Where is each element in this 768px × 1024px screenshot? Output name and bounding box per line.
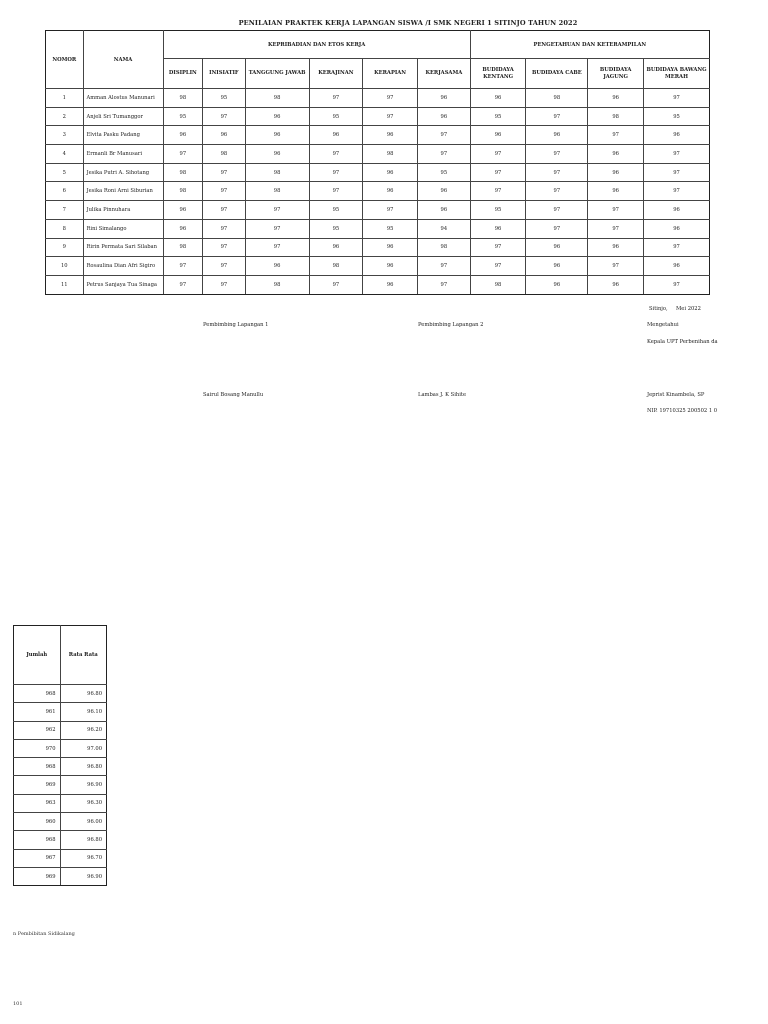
row-number-cell: 7 (46, 201, 84, 220)
table-row (46, 145, 710, 164)
row-number-cell: 11 (46, 275, 84, 294)
score-cell: 95 (309, 201, 363, 220)
score-cell: 96 (588, 182, 644, 201)
score-cell: 98 (203, 145, 246, 164)
score-cell: 96 (245, 107, 309, 126)
header-group-kepribadian: KEPRIBADIAN DAN ETOS KERJA (163, 31, 470, 59)
score-cell: 96 (203, 126, 246, 145)
summary-row (14, 776, 107, 794)
summary-row (14, 831, 107, 849)
score-cell: 96 (588, 163, 644, 182)
rata-rata-cell: 96.00 (60, 813, 106, 831)
score-cell: 96 (526, 126, 588, 145)
score-cell: 97 (470, 257, 526, 276)
rata-rata-cell: 96.80 (60, 831, 106, 849)
place-label: Sitinjo, (649, 306, 668, 312)
score-cell: 96 (588, 89, 644, 108)
score-cell: 97 (417, 126, 470, 145)
score-cell: 95 (417, 163, 470, 182)
student-name-cell: Petrus Sanjaya Tua Sinaga (83, 275, 163, 294)
student-name-cell: Anjeli Sri Tumanggor (83, 107, 163, 126)
table-row (46, 182, 710, 201)
score-cell: 97 (203, 201, 246, 220)
jumlah-cell: 963 (14, 794, 61, 812)
jumlah-cell: 970 (14, 739, 61, 757)
score-cell: 97 (644, 145, 710, 164)
header-nama: NAMA (83, 31, 163, 89)
score-cell: 96 (163, 219, 203, 238)
rata-rata-cell: 96.80 (60, 685, 106, 703)
score-cell: 97 (309, 89, 363, 108)
score-cell: 97 (470, 163, 526, 182)
footer-continuation-text: n Pembibitan Sidikalang (13, 931, 75, 937)
header-col: KERAPIAN (363, 59, 418, 89)
score-cell: 97 (309, 145, 363, 164)
score-cell: 98 (163, 238, 203, 257)
score-cell: 98 (309, 257, 363, 276)
score-cell: 97 (588, 126, 644, 145)
table-row (46, 126, 710, 145)
row-number-cell: 8 (46, 219, 84, 238)
header-group-pengetahuan: PENGETAHUAN DAN KETERAMPILAN (470, 31, 709, 59)
header-col: KERAJINAN (309, 59, 363, 89)
score-cell: 97 (470, 182, 526, 201)
score-cell: 96 (526, 275, 588, 294)
score-cell: 95 (470, 107, 526, 126)
score-cell: 97 (417, 275, 470, 294)
score-cell: 97 (203, 275, 246, 294)
score-cell: 97 (203, 107, 246, 126)
header-nomor: NOMOR (46, 31, 84, 89)
score-cell: 98 (163, 163, 203, 182)
score-cell: 96 (644, 126, 710, 145)
score-cell: 96 (363, 182, 418, 201)
student-name-cell: Rini Simalango (83, 219, 163, 238)
rata-rata-cell: 96.80 (60, 758, 106, 776)
jumlah-cell: 962 (14, 721, 61, 739)
score-cell: 97 (588, 257, 644, 276)
score-cell: 96 (470, 126, 526, 145)
rata-rata-cell: 96.30 (60, 794, 106, 812)
score-cell: 96 (644, 257, 710, 276)
summary-row (14, 813, 107, 831)
score-cell: 96 (417, 107, 470, 126)
table-row (46, 238, 710, 257)
score-cell: 97 (644, 238, 710, 257)
date-label: Mei 2022 (676, 306, 701, 312)
student-name-cell: Rosaulina Dian Afri Sigiro (83, 257, 163, 276)
summary-row (14, 867, 107, 885)
score-cell: 96 (309, 238, 363, 257)
score-cell: 98 (588, 107, 644, 126)
score-cell: 96 (644, 201, 710, 220)
score-cell: 96 (163, 201, 203, 220)
summary-row (14, 849, 107, 867)
score-cell: 97 (470, 145, 526, 164)
score-cell: 96 (417, 201, 470, 220)
score-cell: 97 (526, 219, 588, 238)
score-cell: 96 (245, 257, 309, 276)
student-name-cell: Elvita Pasku Padang (83, 126, 163, 145)
score-cell: 97 (644, 275, 710, 294)
score-cell: 97 (245, 238, 309, 257)
score-cell: 98 (363, 145, 418, 164)
score-cell: 96 (309, 126, 363, 145)
score-cell: 95 (309, 107, 363, 126)
score-cell: 95 (203, 89, 246, 108)
score-cell: 96 (245, 145, 309, 164)
header-col: BUDIDAYA CABE (526, 59, 588, 89)
score-cell: 95 (309, 219, 363, 238)
score-cell: 96 (526, 257, 588, 276)
score-cell: 96 (588, 238, 644, 257)
score-cell: 97 (644, 163, 710, 182)
table-row (46, 219, 710, 238)
kepala-nip: NIP. 19710325 200502 1 0 (647, 408, 718, 414)
header-col: TANGGUNG JAWAB (245, 59, 309, 89)
score-cell: 97 (526, 107, 588, 126)
score-cell: 94 (417, 219, 470, 238)
score-cell: 97 (526, 182, 588, 201)
score-cell: 96 (588, 145, 644, 164)
header-col: DISIPLIN (163, 59, 203, 89)
row-number-cell: 1 (46, 89, 84, 108)
rata-rata-cell: 96.70 (60, 849, 106, 867)
student-name-cell: Julika Pinnuhara (83, 201, 163, 220)
score-cell: 97 (526, 163, 588, 182)
score-cell: 98 (417, 238, 470, 257)
row-number-cell: 10 (46, 257, 84, 276)
table-row (46, 89, 710, 108)
score-cell: 97 (470, 238, 526, 257)
kepala-name: Jeprist Kinambela, SP (647, 392, 705, 398)
score-cell: 96 (363, 275, 418, 294)
row-number-cell: 2 (46, 107, 84, 126)
pembimbing-1-name: Sairul Bosang Manullu (203, 392, 264, 398)
score-cell: 96 (163, 126, 203, 145)
rata-rata-cell: 96.10 (60, 703, 106, 721)
header-col: INISIATIF (203, 59, 246, 89)
score-cell: 98 (163, 89, 203, 108)
student-name-cell: Jesika Putri A. Sihotang (83, 163, 163, 182)
score-cell: 96 (470, 89, 526, 108)
pembimbing-2-name: Lambas J. K Sihite (418, 392, 467, 398)
score-cell: 97 (644, 89, 710, 108)
pembimbing-2-title: Pembimbing Lapangan 2 (418, 322, 484, 328)
header-jumlah: Jumlah (14, 626, 61, 685)
summary-row (14, 739, 107, 757)
score-cell: 97 (644, 182, 710, 201)
score-cell: 96 (363, 163, 418, 182)
rata-rata-cell: 96.20 (60, 721, 106, 739)
table-row (46, 275, 710, 294)
score-cell: 98 (163, 182, 203, 201)
kepala-title: Kepala UPT Perbenihan da (647, 339, 718, 345)
score-cell: 97 (203, 238, 246, 257)
score-cell: 97 (245, 201, 309, 220)
score-cell: 97 (163, 257, 203, 276)
student-name-cell: Jesika Roni Arni Siburian (83, 182, 163, 201)
jumlah-cell: 968 (14, 685, 61, 703)
score-cell: 97 (309, 163, 363, 182)
score-cell: 97 (417, 257, 470, 276)
rata-rata-cell: 96.90 (60, 867, 106, 885)
row-number-cell: 5 (46, 163, 84, 182)
summary-row (14, 758, 107, 776)
score-cell: 95 (163, 107, 203, 126)
score-cell: 96 (470, 219, 526, 238)
score-cell: 98 (245, 182, 309, 201)
score-cell: 97 (363, 89, 418, 108)
score-cell: 98 (245, 275, 309, 294)
jumlah-cell: 968 (14, 758, 61, 776)
score-cell: 97 (245, 219, 309, 238)
row-number-cell: 4 (46, 145, 84, 164)
score-cell: 97 (309, 275, 363, 294)
score-cell: 97 (163, 145, 203, 164)
row-number-cell: 9 (46, 238, 84, 257)
jumlah-cell: 969 (14, 776, 61, 794)
header-rata-rata: Rata Rata (60, 626, 106, 685)
score-cell: 97 (588, 201, 644, 220)
jumlah-cell: 969 (14, 867, 61, 885)
mengetahui-label: Mengetahui (647, 322, 679, 328)
rata-rata-cell: 96.90 (60, 776, 106, 794)
jumlah-cell: 968 (14, 831, 61, 849)
score-cell: 95 (470, 201, 526, 220)
score-cell: 98 (245, 163, 309, 182)
table-row (46, 107, 710, 126)
score-cell: 98 (470, 275, 526, 294)
footer-page-fragment: 101 (13, 1001, 23, 1007)
score-cell: 95 (363, 219, 418, 238)
summary-row (14, 703, 107, 721)
score-cell: 97 (588, 219, 644, 238)
score-cell: 96 (245, 126, 309, 145)
student-name-cell: Ermanli Br Manusari (83, 145, 163, 164)
student-name-cell: Amman Alostus Manunari (83, 89, 163, 108)
student-name-cell: Ririn Permata Sari Silaban (83, 238, 163, 257)
summary-row (14, 685, 107, 703)
score-cell: 97 (417, 145, 470, 164)
summary-table (13, 625, 107, 886)
score-cell: 96 (363, 126, 418, 145)
score-cell: 95 (644, 107, 710, 126)
score-table (45, 30, 710, 295)
score-cell: 97 (526, 201, 588, 220)
rata-rata-cell: 97.00 (60, 739, 106, 757)
score-cell: 98 (245, 89, 309, 108)
score-cell: 97 (203, 219, 246, 238)
row-number-cell: 3 (46, 126, 84, 145)
pembimbing-1-title: Pembimbing Lapangan 1 (203, 322, 269, 328)
score-cell: 97 (363, 201, 418, 220)
header-col: BUDIDAYA BAWANG MERAH (644, 59, 710, 89)
table-row (46, 163, 710, 182)
document-title: PENILAIAN PRAKTEK KERJA LAPANGAN SISWA /I SMK NEGERI 1 SITINJO TAHUN 2022 (238, 19, 578, 27)
score-cell: 96 (363, 238, 418, 257)
summary-row (14, 721, 107, 739)
summary-row (14, 794, 107, 812)
header-col: BUDIDAYA JAGUNG (588, 59, 644, 89)
score-cell: 96 (417, 89, 470, 108)
row-number-cell: 6 (46, 182, 84, 201)
jumlah-cell: 961 (14, 703, 61, 721)
table-row (46, 201, 710, 220)
score-cell: 97 (363, 107, 418, 126)
score-cell: 97 (203, 182, 246, 201)
score-cell: 97 (309, 182, 363, 201)
score-cell: 96 (417, 182, 470, 201)
jumlah-cell: 967 (14, 849, 61, 867)
score-cell: 96 (363, 257, 418, 276)
score-cell: 96 (526, 238, 588, 257)
jumlah-cell: 960 (14, 813, 61, 831)
score-cell: 97 (203, 163, 246, 182)
table-row (46, 257, 710, 276)
score-cell: 98 (526, 89, 588, 108)
score-cell: 96 (644, 219, 710, 238)
header-col: KERJASAMA (417, 59, 470, 89)
score-cell: 96 (588, 275, 644, 294)
score-cell: 97 (163, 275, 203, 294)
score-cell: 97 (526, 145, 588, 164)
score-cell: 97 (203, 257, 246, 276)
header-col: BUDIDAYA KENTANG (470, 59, 526, 89)
